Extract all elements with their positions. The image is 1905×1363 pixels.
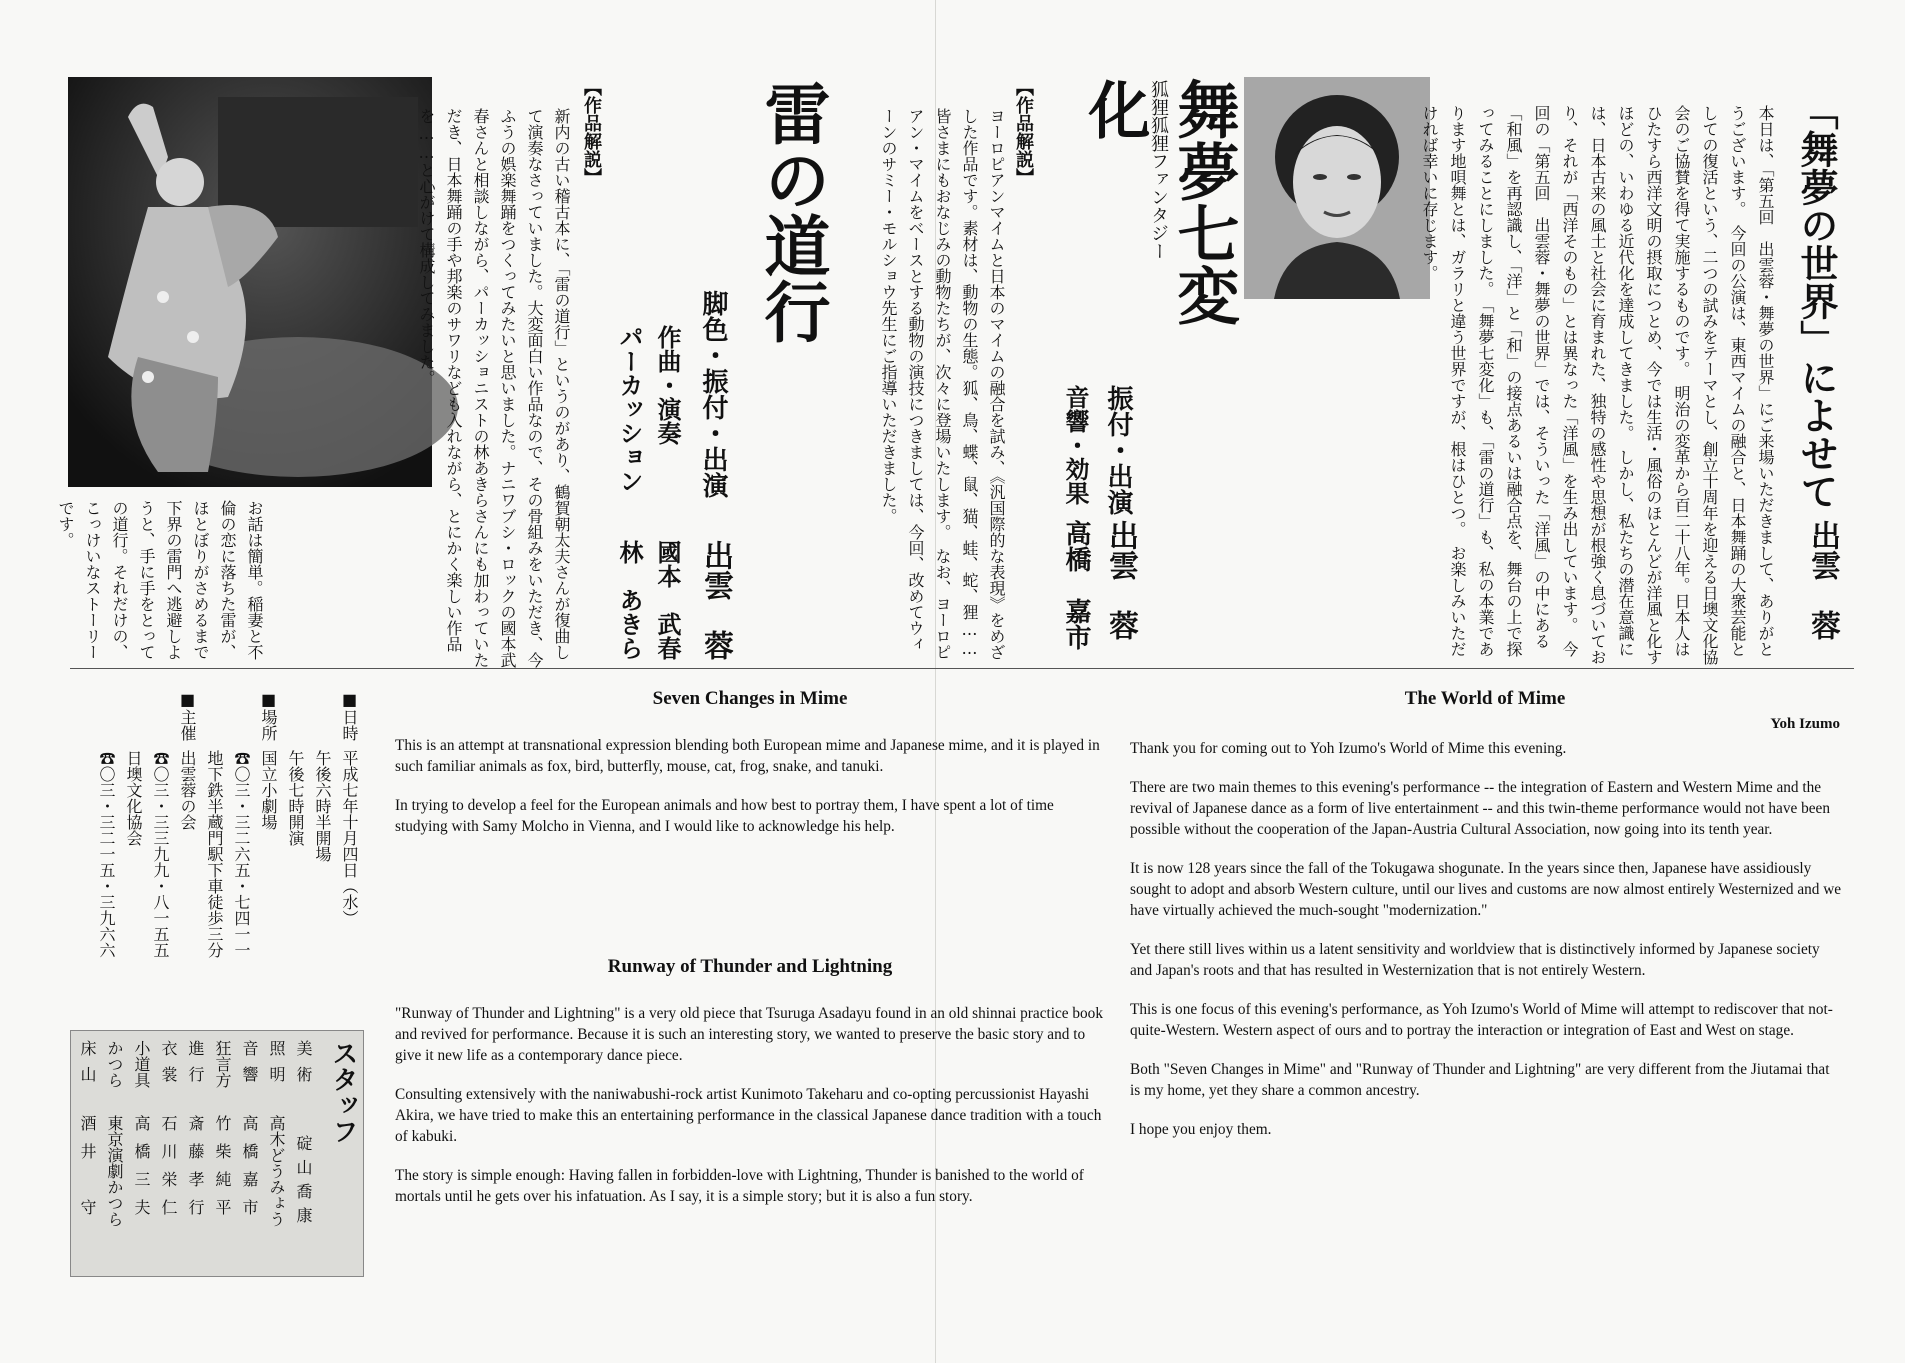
english-author: Yoh Izumo xyxy=(1770,716,1840,732)
info-place-label: ■場所 xyxy=(259,690,278,741)
info-place-access: 地下鉄半蔵門駅下車徒歩三分 xyxy=(205,750,224,958)
piece1-credit-role-2: 音響・効果 xyxy=(1061,385,1090,505)
staff-role-8: かつら xyxy=(105,1040,124,1088)
staff-role-9: 床山 xyxy=(78,1040,97,1092)
staff-name-1: 碇山喬康 xyxy=(294,1135,313,1231)
english-right-body xyxy=(1130,738,1842,1158)
staff-name-9: 酒井 守 xyxy=(78,1115,97,1227)
piece2-credit-role-1: 脚色・振付・出演 xyxy=(698,290,728,498)
english-title-runway: Runway of Thunder and Lightning xyxy=(607,956,893,977)
staff-role-5: 進行 xyxy=(186,1040,205,1092)
staff-role-3: 音響 xyxy=(240,1040,259,1092)
staff-role-4: 狂言方 xyxy=(213,1040,232,1088)
english-right-paragraph-6: Both "Seven Changes in Mime" and "Runway of Thunder and Lightning" are very different from the Jiutamai that is my home, yet they share a common ancestry. xyxy=(1130,1061,1830,1099)
greeting-author: 出雲 蓉 xyxy=(1805,520,1840,640)
piece2-credit-name-1: 出雲 蓉 xyxy=(698,540,733,660)
info-host2-tel: ☎〇三・三二一五・三九六六 xyxy=(97,750,116,958)
info-host: 出雲蓉の会 xyxy=(178,750,197,830)
piece1-credit-name-1: 出雲 蓉 xyxy=(1103,520,1138,640)
english-right-paragraph-3: It is now 128 years since the fall of the Tokugawa shogunate. In the years since then, Japanese have assidiously sought to adopt and absorb Western culture, until our lives and customs are now almost entirely Westernized and we have virtually achieved the much-sought "modernization." xyxy=(1130,860,1842,919)
english-left-paragraph-4: Consulting extensively with the naniwabushi-rock artist Kunimoto Takeharu and co-opting percussionist Hayashi Akira, we have tried to make this an entertaining performance in the classical Japanese dance tradition with a touch of kabuki. xyxy=(395,1086,1102,1145)
info-open: 午後六時半開場 xyxy=(313,750,332,862)
piece2-heading: 【作品解説】 xyxy=(581,78,602,186)
english-left-paragraph-1: This is an attempt at transnational expression blending both European mime and Japanese mime, and it is played in such familiar animals as fox, bird, butterfly, mouse, cat, frog, snake, and tanuki. xyxy=(395,737,1100,775)
piece2-credit-name-3: 林 あきら xyxy=(615,540,644,660)
piece2-body: 新内の古い稽古本に、「雷の道行」というのがあり、鶴賀朝太夫さんが復曲して演奏なさっていました。大変面白い作品なので、その骨組みをいただき、今ふうの娯楽舞踊をつくってみたいと思いました。ナニワブシ・ロックの國本武春さんと相談しながら、パーカッショニストの林あきらさんにも加わっていただき、日本舞踊の手や邦楽のサワリなども入れながら、とにかく楽しい作品を……と心がけて構成してみました。 xyxy=(417,108,571,668)
piece1-title: 舞夢七変化 xyxy=(1078,78,1240,326)
english-right-paragraph-4: Yet there still lives within us a latent sensitivity and worldview that is distinctively informed by Japanese society and Japan's roots and that has resulted in Westernization that is not entirely Western. xyxy=(1130,941,1820,979)
info-host-tel: ☎〇三・三三九九・八一五五 xyxy=(151,750,170,958)
piece2-credit-role-3: パーカッション xyxy=(615,325,644,493)
english-title-world-of-mime: The World of Mime xyxy=(1404,688,1566,709)
portrait-image xyxy=(1244,77,1430,299)
piece1-subtitle: 狐狸狐狸ファンタジー xyxy=(1148,80,1169,260)
piece2-title: 雷の道行 xyxy=(753,80,831,344)
english-right-paragraph-5: This is one focus of this evening's performance, as Yoh Izumo's World of Mime will attempt to rediscover that not-quite-Western. Western aspect of ours and to portray the interaction or integration of East and West on stage. xyxy=(1130,1001,1833,1039)
piece1-credit-name-2: 高橋 嘉市 xyxy=(1061,520,1091,650)
piece2-credit-name-2: 國本 武春 xyxy=(653,540,682,660)
english-left-paragraph-3: "Runway of Thunder and Lightning" is a very old piece that Tsuruga Asadayu found in an old shinnai practice book and revived for performance. Because it is such an interesting story, we wanted to preserve the basic story and to give it new life as a contemporary dance piece. xyxy=(395,1005,1103,1064)
piece2-body-continued: お話は簡単。稲妻と不倫の恋に落ちた雷が、ほとぼりがさめるまで下界の雷門へ逃避しようと、手に手をとっての道行。それだけの、こっけいなストーリーです。 xyxy=(56,500,264,660)
info-date-label: ■日時 xyxy=(340,690,359,741)
piece1-body: ヨーロピアンマイムと日本のマイムの融合を試み、《汎国際的な表現》をめざした作品です。素材は、動物の生態。狐、鳥、蝶、鼠、猫、蛙、蛇、狸……皆さまにもおなじみの動物たちが、次々に登場いたします。 なお、ヨーロピアン・マイムをベースとする動物の演技につきましては、今回、改めてウィーンのサミー・モルショウ先生にご指導いただきました。 xyxy=(879,108,1006,660)
piece1-credit-role-1: 振付・出演 xyxy=(1103,385,1133,515)
info-host-label: ■主催 xyxy=(178,690,197,741)
staff-title: スタッフ xyxy=(328,1040,358,1144)
staff-role-6: 衣裳 xyxy=(159,1040,178,1092)
piece1-heading: 【作品解説】 xyxy=(1013,78,1034,186)
staff-name-2: 高木どうみょう xyxy=(267,1115,286,1227)
english-right-paragraph-2: There are two main themes to this evening's performance -- the integration of Eastern and Western Mime and the revival of Japanese dance as a form of live entertainment -- and this twin-theme performance would not have been possible without the cooperation of the Japan-Austria Cultural Association, now going into its tenth year. xyxy=(1130,779,1830,838)
staff-name-5: 斎藤孝行 xyxy=(186,1115,205,1227)
staff-role-2: 照明 xyxy=(267,1040,286,1092)
english-right-paragraph-1: Thank you for coming out to Yoh Izumo's World of Mime this evening. xyxy=(1130,740,1567,757)
staff-name-6: 石川栄仁 xyxy=(159,1115,178,1227)
info-start: 午後七時開演 xyxy=(286,750,305,846)
info-place: 国立小劇場 xyxy=(259,750,278,830)
english-left-body-2 xyxy=(395,1003,1105,1225)
english-left-paragraph-5: The story is simple enough: Having fallen in forbidden-love with Lightning, Thunder is banished to the world of mortals until he gets over his infatuation. As I say, it is a simple story; but it is also a fun story. xyxy=(395,1167,1084,1205)
staff-name-7: 高橋三夫 xyxy=(132,1115,151,1227)
info-place-tel: ☎〇三・三二六五・七四一一 xyxy=(232,750,251,958)
staff-name-4: 竹柴純平 xyxy=(213,1115,232,1227)
staff-name-8: 東京演劇かつら xyxy=(105,1115,124,1227)
portrait-photo xyxy=(1244,77,1430,299)
info-date: 平成七年十月四日（水） xyxy=(340,750,359,926)
english-right-paragraph-7: I hope you enjoy them. xyxy=(1130,1121,1272,1138)
english-title-seven-changes: Seven Changes in Mime xyxy=(652,688,848,709)
staff-role-1: 美術 xyxy=(294,1040,313,1092)
staff-name-3: 高橋嘉市 xyxy=(240,1115,259,1227)
section-divider xyxy=(70,668,1854,669)
info-host2: 日墺文化協会 xyxy=(124,750,143,846)
greeting-title: 「舞夢の世界」によせて xyxy=(1794,92,1839,510)
english-left-body-1 xyxy=(395,735,1105,855)
staff-role-7: 小道具 xyxy=(132,1040,151,1088)
greeting-body: 本日は、「第五回 出雲蓉・舞夢の世界」にご来場いただきまして、ありがとうございます。 今回の公演は、東西マイムの融合と、日本舞踊の大衆芸能としての復活という、二つの試みをテーマとし、創立十周年を迎える日墺文化協会のご協賛を得て実施するものです。 明治の変革から百二十八年。日本人はひたすら西洋文明の摂取につとめ、今では生活・風俗のほとんどが洋風と化すほどの、いわゆる近代化を達成してきました。 しかし、私たちの潜在意識には、日本古来の風土と社会に育まれた、独特の感性や思想が根強く息づいており、それが「西洋そのもの」とは異なった「洋風」を生み出しています。 今回の「第五回 出雲蓉・舞夢の世界」では、そういった「洋風」の中にある「和風」を再認識し、「洋」と「和」の接点あるいは融合点を、舞台の上で探ってみることにしました。 「舞夢七変化」も、「雷の道行」も、私の本業であります地唄舞とは、ガラリと違う世界ですが、根はひとつ。 お楽しみいただければ幸いに存じます。 xyxy=(1420,105,1775,665)
english-left-paragraph-2: In trying to develop a feel for the European animals and how best to portray them, I have spent a lot of time studying with Samy Molcho in Vienna, and I would like to acknowledge his help. xyxy=(395,797,1054,835)
piece2-credit-role-2: 作曲・演奏 xyxy=(653,325,682,445)
